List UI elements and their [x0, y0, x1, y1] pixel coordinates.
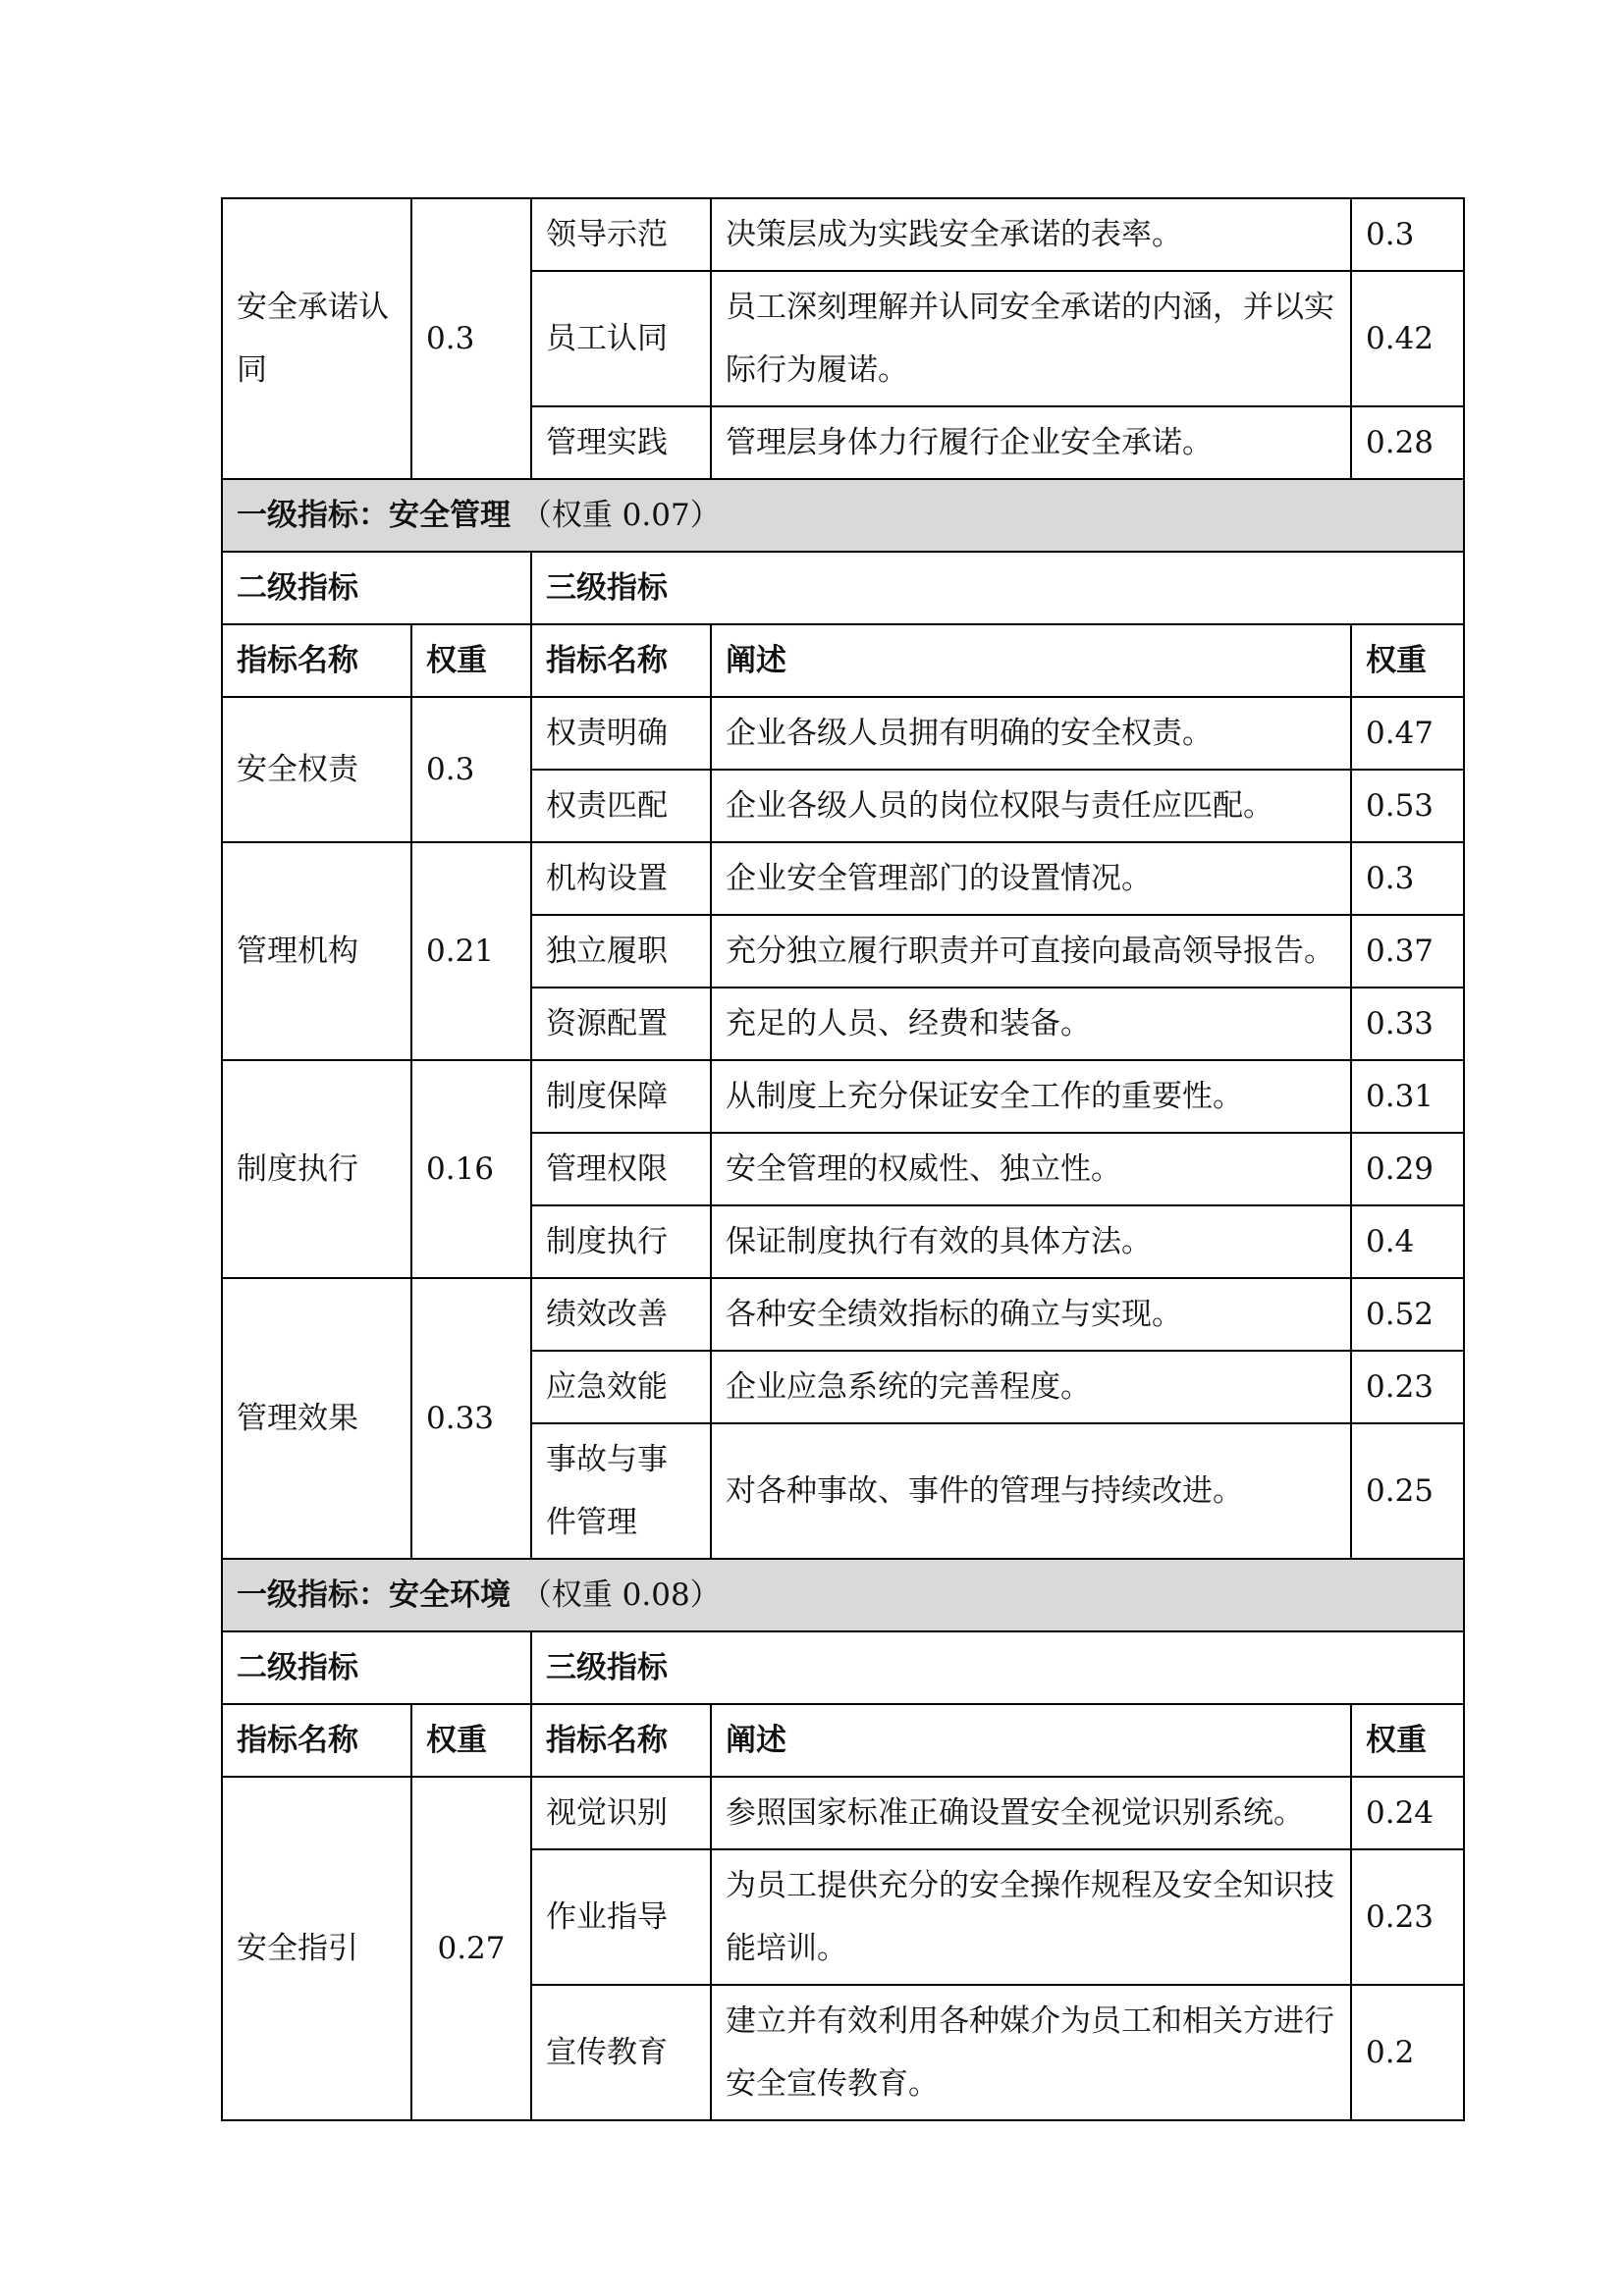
level3-weight-cell: 0.25 [1351, 1423, 1464, 1559]
column-header-row [222, 1704, 1464, 1777]
level3-weight-cell: 0.53 [1351, 770, 1464, 842]
section-title: 一级指标：安全管理 [237, 498, 511, 533]
level2-weight-cell: 0.16 [411, 1060, 531, 1278]
col-header-weight3: 权重 [1351, 1704, 1464, 1777]
level3-desc-cell: 决策层成为实践安全承诺的表率。 [711, 198, 1351, 271]
level3-name-cell: 领导示范 [531, 198, 711, 271]
col-header-name3: 指标名称 [531, 1704, 711, 1777]
level3-name-cell: 权责匹配 [531, 770, 711, 842]
section-title-cell [222, 479, 1464, 552]
level3-name-cell: 作业指导 [531, 1849, 711, 1985]
col-header-weight3: 权重 [1351, 624, 1464, 697]
level3-desc-cell: 参照国家标准正确设置安全视觉识别系统。 [711, 1777, 1351, 1849]
table-row [222, 198, 1464, 271]
section-title-cell [222, 1559, 1464, 1631]
col-header-weight: 权重 [411, 624, 531, 697]
level3-name-cell: 资源配置 [531, 988, 711, 1060]
level2-label: 二级指标 [222, 552, 531, 624]
level3-weight-cell: 0.42 [1351, 271, 1464, 406]
col-header-name: 指标名称 [222, 1704, 411, 1777]
level-header-row [222, 552, 1464, 624]
level3-weight-cell: 0.37 [1351, 915, 1464, 988]
table-row [222, 1777, 1464, 1849]
level3-desc-cell: 从制度上充分保证安全工作的重要性。 [711, 1060, 1351, 1133]
level3-weight-cell: 0.23 [1351, 1849, 1464, 1985]
level3-weight-cell: 0.4 [1351, 1205, 1464, 1278]
section-weight-note: （权重 0.08） [520, 1577, 721, 1613]
col-header-name: 指标名称 [222, 624, 411, 697]
level2-weight-cell: 0.33 [411, 1278, 531, 1559]
level3-desc-cell: 员工深刻理解并认同安全承诺的内涵，并以实际行为履诺。 [711, 271, 1351, 406]
level3-name-cell: 员工认同 [531, 271, 711, 406]
level3-name-cell: 宣传教育 [531, 1985, 711, 2120]
level3-weight-cell: 0.33 [1351, 988, 1464, 1060]
level3-desc-cell: 保证制度执行有效的具体方法。 [711, 1205, 1351, 1278]
level2-weight-cell: 0.3 [411, 198, 531, 479]
level3-label: 三级指标 [531, 552, 1464, 624]
level3-name-cell: 事故与事件管理 [531, 1423, 711, 1559]
indicator-table [221, 197, 1465, 2121]
level3-name-cell: 管理权限 [531, 1133, 711, 1205]
table-row [222, 842, 1464, 915]
level3-name-cell: 权责明确 [531, 697, 711, 770]
level3-desc-cell: 建立并有效利用各种媒介为员工和相关方进行安全宣传教育。 [711, 1985, 1351, 2120]
level3-desc-cell: 管理层身体力行履行企业安全承诺。 [711, 406, 1351, 479]
level3-name-cell: 管理实践 [531, 406, 711, 479]
level3-weight-cell: 0.3 [1351, 198, 1464, 271]
section-title: 一级指标：安全环境 [237, 1577, 511, 1613]
level3-desc-cell: 企业安全管理部门的设置情况。 [711, 842, 1351, 915]
level3-weight-cell: 0.3 [1351, 842, 1464, 915]
level3-desc-cell: 企业应急系统的完善程度。 [711, 1351, 1351, 1423]
level2-name-cell: 管理机构 [222, 842, 411, 1060]
col-header-desc: 阐述 [711, 1704, 1351, 1777]
level3-name-cell: 独立履职 [531, 915, 711, 988]
level2-label: 二级指标 [222, 1631, 531, 1704]
column-header-row [222, 624, 1464, 697]
level2-name-cell: 管理效果 [222, 1278, 411, 1559]
level-header-row [222, 1631, 1464, 1704]
table-row [222, 697, 1464, 770]
table-row [222, 1060, 1464, 1133]
level3-weight-cell: 0.28 [1351, 406, 1464, 479]
level3-name-cell: 应急效能 [531, 1351, 711, 1423]
section-weight-note: （权重 0.07） [520, 498, 721, 533]
level3-desc-cell: 安全管理的权威性、独立性。 [711, 1133, 1351, 1205]
level2-name-cell: 安全承诺认同 [222, 198, 411, 479]
level3-weight-cell: 0.23 [1351, 1351, 1464, 1423]
level3-weight-cell: 0.24 [1351, 1777, 1464, 1849]
level2-weight-cell: 0.3 [411, 697, 531, 842]
level3-weight-cell: 0.52 [1351, 1278, 1464, 1351]
level3-name-cell: 制度执行 [531, 1205, 711, 1278]
level3-desc-cell: 为员工提供充分的安全操作规程及安全知识技能培训。 [711, 1849, 1351, 1985]
level3-desc-cell: 企业各级人员的岗位权限与责任应匹配。 [711, 770, 1351, 842]
level3-desc-cell: 企业各级人员拥有明确的安全权责。 [711, 697, 1351, 770]
level3-name-cell: 制度保障 [531, 1060, 711, 1133]
level2-name-cell: 安全权责 [222, 697, 411, 842]
level3-name-cell: 视觉识别 [531, 1777, 711, 1849]
level3-desc-cell: 各种安全绩效指标的确立与实现。 [711, 1278, 1351, 1351]
level2-weight-cell: 0.27 [411, 1777, 531, 2120]
section-header-row [222, 1559, 1464, 1631]
level3-label: 三级指标 [531, 1631, 1464, 1704]
level3-desc-cell: 对各种事故、事件的管理与持续改进。 [711, 1423, 1351, 1559]
level3-weight-cell: 0.2 [1351, 1985, 1464, 2120]
level2-weight-cell: 0.21 [411, 842, 531, 1060]
level3-name-cell: 绩效改善 [531, 1278, 711, 1351]
level3-name-cell: 机构设置 [531, 842, 711, 915]
level3-desc-cell: 充分独立履行职责并可直接向最高领导报告。 [711, 915, 1351, 988]
level3-weight-cell: 0.47 [1351, 697, 1464, 770]
col-header-weight: 权重 [411, 1704, 531, 1777]
level3-desc-cell: 充足的人员、经费和装备。 [711, 988, 1351, 1060]
col-header-desc: 阐述 [711, 624, 1351, 697]
level3-weight-cell: 0.31 [1351, 1060, 1464, 1133]
table-row [222, 1278, 1464, 1351]
level2-name-cell: 制度执行 [222, 1060, 411, 1278]
col-header-name3: 指标名称 [531, 624, 711, 697]
level3-weight-cell: 0.29 [1351, 1133, 1464, 1205]
section-header-row [222, 479, 1464, 552]
level2-name-cell: 安全指引 [222, 1777, 411, 2120]
